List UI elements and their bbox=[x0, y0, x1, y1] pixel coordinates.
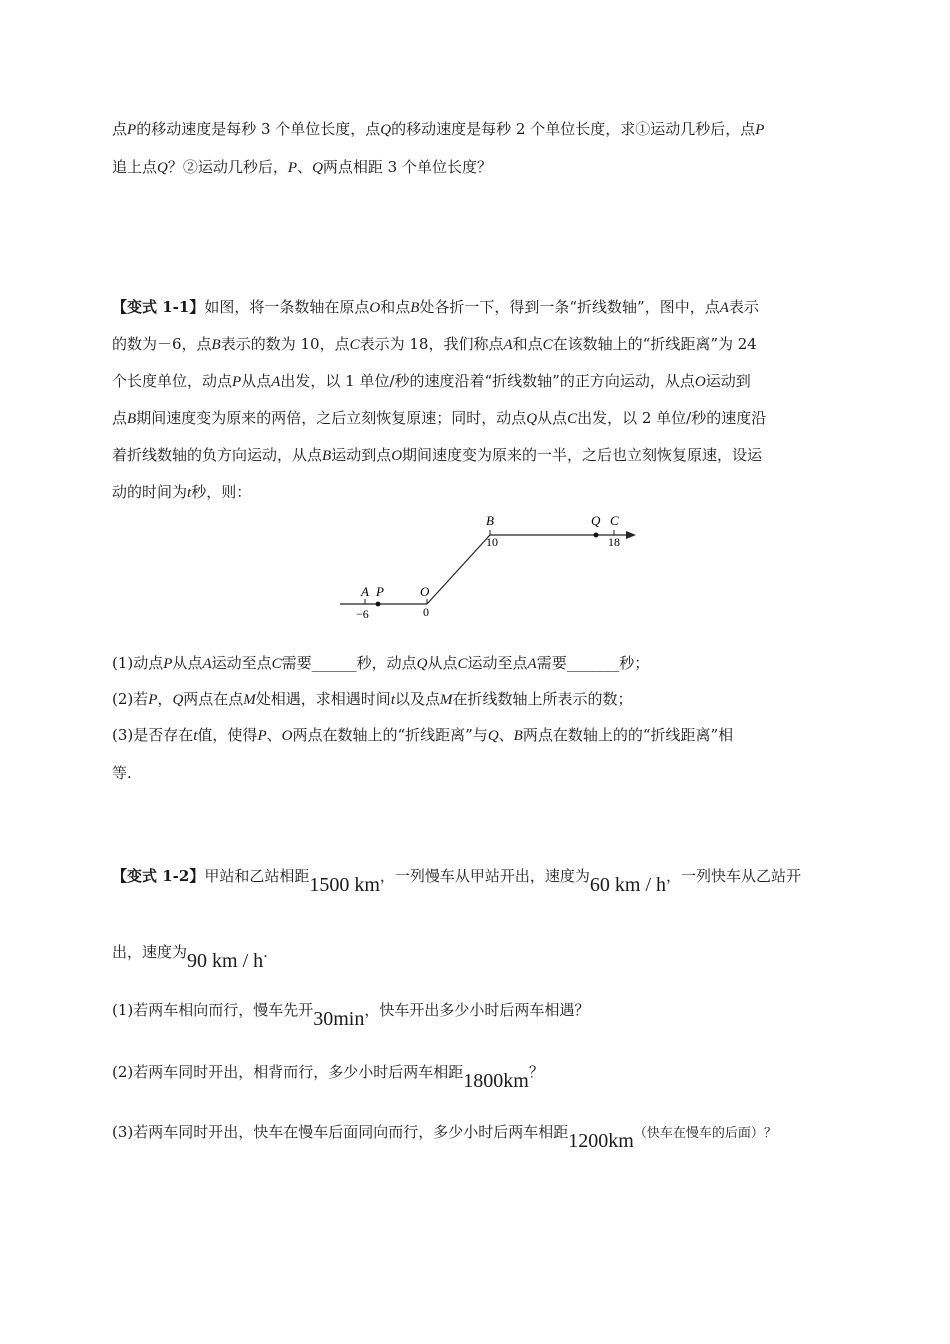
var: A bbox=[503, 337, 513, 353]
var: C bbox=[271, 656, 282, 672]
text: ，快车开出多少小时后两车相遇？ bbox=[364, 1001, 590, 1019]
var: P bbox=[163, 656, 173, 672]
text: 运动至点 bbox=[211, 654, 272, 672]
text: 表示 bbox=[728, 298, 759, 316]
text: 期间速度变为原来的两倍，之后立刻恢复原速；同时，动点 bbox=[136, 409, 527, 427]
text: 两点在点 bbox=[183, 690, 244, 708]
var: Q bbox=[157, 160, 168, 176]
text: 从点 bbox=[241, 372, 272, 390]
text: 出发，以 2 单位/秒的速度沿 bbox=[577, 409, 767, 427]
v11-line-6 bbox=[112, 481, 852, 504]
math: 30min bbox=[313, 1008, 365, 1030]
text: 处相遇，求相遇时间 bbox=[255, 690, 391, 708]
var: Q bbox=[416, 656, 428, 672]
v12-line-2 bbox=[112, 940, 852, 972]
text: （快车在慢车的后面）？ bbox=[633, 1126, 777, 1141]
text: 甲站和乙站相距 bbox=[204, 867, 310, 885]
text: (1)动点 bbox=[112, 654, 164, 672]
text: 秒，则： bbox=[191, 483, 252, 501]
math: 60 km / h bbox=[589, 874, 667, 896]
arrow-icon bbox=[626, 531, 636, 539]
text: 动的时间为 bbox=[112, 483, 188, 501]
v11-question-1 bbox=[112, 652, 852, 675]
text: 表示的数为 10，点 bbox=[220, 335, 350, 353]
number-0: 0 bbox=[423, 605, 429, 619]
text: 点 bbox=[112, 120, 128, 138]
text: 和点 bbox=[380, 298, 411, 316]
text: 以及点 bbox=[394, 690, 440, 708]
text: 在该数轴上的“折线距离”为 24 bbox=[552, 335, 757, 353]
v12-question-2 bbox=[112, 1060, 852, 1092]
text: 从点 bbox=[172, 654, 203, 672]
text: 的移动速度是每秒 3 个单位长度，点 bbox=[136, 120, 381, 138]
math: 1200km bbox=[568, 1130, 634, 1152]
var: Q bbox=[172, 692, 184, 708]
var: O bbox=[391, 448, 403, 464]
var: B bbox=[513, 728, 523, 744]
text: ？②运动几秒后， bbox=[167, 158, 288, 176]
text: 的数为－6，点 bbox=[112, 335, 212, 353]
text: ，一列慢车从甲站开出，速度为 bbox=[379, 867, 590, 885]
var: O bbox=[281, 728, 293, 744]
text: 期间速度变为原来的一半，之后也立刻恢复原速，设运 bbox=[402, 446, 763, 464]
text: 、 bbox=[498, 726, 514, 744]
label-o: O bbox=[420, 584, 430, 599]
text: 从点 bbox=[537, 409, 568, 427]
text: ？ bbox=[528, 1063, 544, 1081]
var: C bbox=[349, 337, 360, 353]
var: C bbox=[567, 411, 578, 427]
v12-line-1 bbox=[112, 864, 852, 896]
v11-line-2 bbox=[112, 333, 852, 356]
point-p-dot bbox=[376, 602, 381, 607]
text: (3)是否存在 bbox=[112, 726, 194, 744]
var: A bbox=[202, 656, 212, 672]
number-10: 10 bbox=[486, 535, 498, 549]
var: t bbox=[187, 485, 192, 501]
text: 表示为 18，我们称点 bbox=[359, 335, 504, 353]
number-neg6: −6 bbox=[356, 607, 369, 621]
var: P bbox=[148, 692, 158, 708]
text: (2)若两车同时开出，相背而行，多少小时后两车相距 bbox=[112, 1063, 464, 1081]
var: M bbox=[243, 692, 256, 708]
math: 1800km bbox=[463, 1070, 529, 1092]
v11-question-2 bbox=[112, 688, 852, 711]
var: P bbox=[257, 728, 267, 744]
text: 追上点 bbox=[112, 158, 158, 176]
var: P bbox=[127, 122, 137, 138]
text: 两点在数轴上的“折线距离”与 bbox=[292, 726, 488, 744]
v11-line-3 bbox=[112, 370, 852, 393]
v12-question-1 bbox=[112, 998, 852, 1030]
var: C bbox=[457, 656, 468, 672]
var: A bbox=[527, 656, 537, 672]
text: 、 bbox=[266, 726, 282, 744]
point-q-dot bbox=[594, 533, 599, 538]
var: Q bbox=[526, 411, 538, 427]
text: 和点 bbox=[512, 335, 543, 353]
text: 需要______秒，动点 bbox=[281, 654, 417, 672]
var: Q bbox=[312, 160, 323, 176]
label-q: Q bbox=[591, 513, 601, 528]
v11-question-3 bbox=[112, 724, 852, 747]
text: 需要_______秒； bbox=[536, 654, 650, 672]
label-c: C bbox=[610, 513, 619, 528]
math: 90 km / h bbox=[187, 950, 264, 972]
v11-question-3-cont bbox=[112, 762, 852, 784]
var: P bbox=[232, 374, 242, 390]
var: A bbox=[719, 300, 729, 316]
text: (1)若两车相向而行，慢车先开 bbox=[112, 1001, 314, 1019]
text: (3)若两车同时开出，快车在慢车后面同向而行，多少小时后两车相距 bbox=[112, 1123, 569, 1141]
text: 着折线数轴的负方向运动，从点 bbox=[112, 446, 323, 464]
text: 等. bbox=[112, 764, 132, 782]
text: 值，使得 bbox=[197, 726, 258, 744]
text: 点 bbox=[112, 409, 128, 427]
text: ， bbox=[157, 690, 173, 708]
folded-number-line-figure bbox=[330, 510, 650, 625]
text: 两点相距 3 个单位长度？ bbox=[322, 158, 492, 176]
math: 1500 km bbox=[309, 874, 380, 896]
text: . bbox=[263, 943, 268, 961]
v12-question-3 bbox=[112, 1120, 852, 1152]
var: Q bbox=[487, 728, 499, 744]
label-a: A bbox=[361, 584, 369, 599]
text: 的移动速度是每秒 2 个单位长度，求①运动几秒后，点 bbox=[391, 120, 756, 138]
var: O bbox=[369, 300, 381, 316]
var: B bbox=[410, 300, 420, 316]
variant-tag: 【变式 1-2】 bbox=[112, 867, 205, 885]
text: 出发，以 1 单位/秒的速度沿着“折线数轴”的正方向运动，从点 bbox=[280, 372, 695, 390]
number-18: 18 bbox=[608, 535, 620, 549]
var: P bbox=[287, 160, 298, 176]
intro-line-1 bbox=[112, 118, 852, 141]
var: O bbox=[694, 374, 706, 390]
var: Q bbox=[380, 122, 392, 138]
var: P bbox=[755, 122, 765, 138]
var: C bbox=[542, 337, 553, 353]
v11-line-5 bbox=[112, 444, 852, 467]
text: 从点 bbox=[427, 654, 458, 672]
v11-line-4 bbox=[112, 407, 852, 430]
label-p: P bbox=[376, 584, 384, 599]
var: B bbox=[211, 337, 221, 353]
intro-line-2 bbox=[112, 156, 852, 179]
var: B bbox=[127, 411, 137, 427]
text: 处各折一下，得到一条“折线数轴”，图中，点 bbox=[419, 298, 720, 316]
text: 出，速度为 bbox=[112, 943, 188, 961]
v11-line-1 bbox=[112, 296, 852, 319]
var: t bbox=[193, 728, 198, 744]
text: 运动至点 bbox=[467, 654, 528, 672]
text: 、 bbox=[297, 158, 313, 176]
text: ，一列快车从乙站开 bbox=[666, 867, 802, 885]
text: 在折线数轴上所表示的数； bbox=[452, 690, 633, 708]
var: M bbox=[440, 692, 453, 708]
text: (2)若 bbox=[112, 690, 149, 708]
text: 个长度单位，动点 bbox=[112, 372, 233, 390]
text: 如图，将一条数轴在原点 bbox=[204, 298, 370, 316]
variant-tag: 【变式 1-1】 bbox=[112, 298, 205, 316]
var: B bbox=[322, 448, 332, 464]
axis-slant-segment bbox=[427, 535, 490, 604]
text: 运动到 bbox=[705, 372, 751, 390]
label-b: B bbox=[486, 513, 494, 528]
text: 两点在数轴上的的“折线距离”相 bbox=[522, 726, 734, 744]
var: t bbox=[390, 692, 395, 708]
var: A bbox=[271, 374, 281, 390]
text: 运动到点 bbox=[331, 446, 392, 464]
